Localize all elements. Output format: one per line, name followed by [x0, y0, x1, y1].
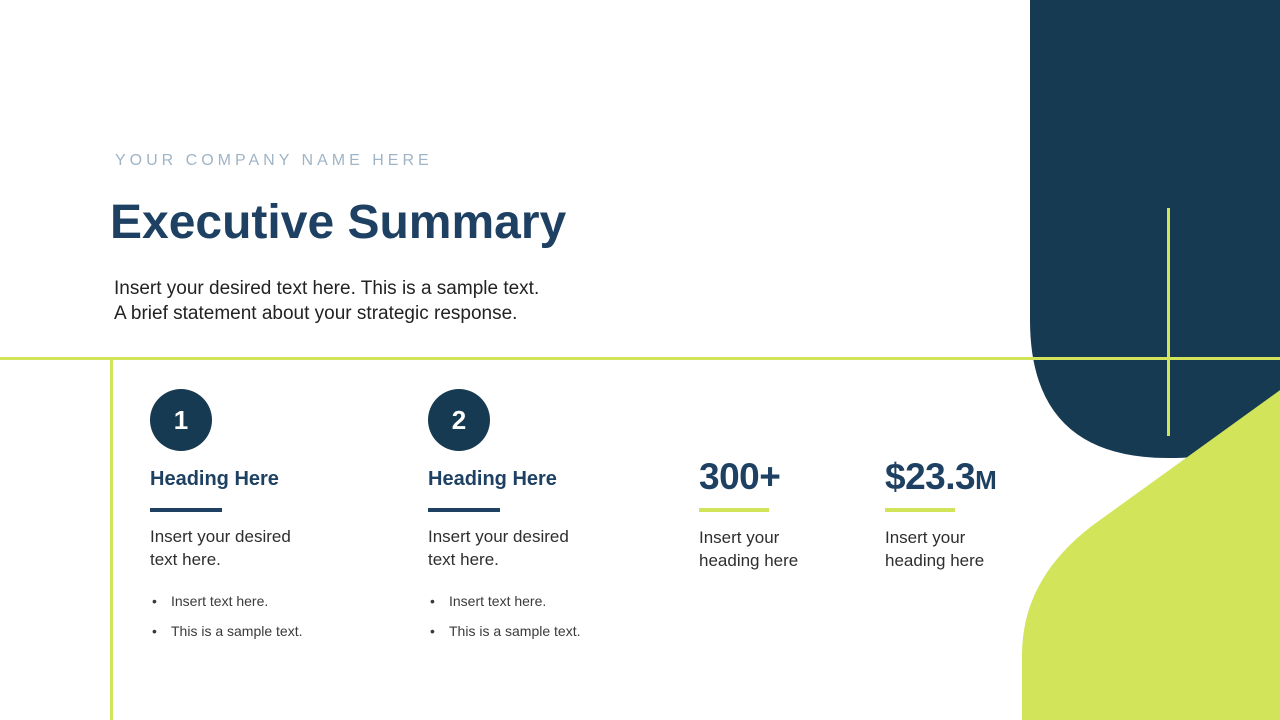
bullet-item: • This is a sample text. [428, 621, 623, 642]
stat-column-2 [885, 456, 1025, 572]
number-badge-1 [150, 389, 212, 451]
subtitle-line-1: Insert your desired text here. This is a sample text. [114, 278, 540, 299]
accent-horizontal-line [0, 357, 1280, 360]
feature-heading-2: Heading Here [428, 468, 557, 490]
stat-label-1: Insert your heading here [699, 528, 799, 570]
bullet-item: • Insert text here. [428, 591, 623, 612]
number-badge-2 [428, 389, 490, 451]
heading-underline-1 [150, 508, 222, 512]
stat-suffix: M [975, 465, 997, 495]
company-name: YOUR COMPANY NAME HERE [115, 152, 433, 169]
navy-corner-shape [1030, 0, 1280, 458]
stat-column-1 [699, 456, 839, 572]
heading-underline-2 [428, 508, 500, 512]
stat-label-2: Insert your heading here [885, 528, 985, 570]
accent-vertical-line-left [110, 357, 113, 720]
feature-description-2: Insert your desired text here. [428, 527, 569, 569]
badge-number: 2 [451, 404, 467, 435]
slide-subtitle [114, 276, 539, 326]
stat-underline-2 [885, 508, 955, 512]
badge-number: 1 [173, 404, 189, 435]
bullet-item: • Insert text here. [150, 591, 345, 612]
feature-heading-1: Heading Here [150, 468, 279, 490]
slide-title: Executive Summary [110, 196, 567, 249]
stat-underline-1 [699, 508, 769, 512]
bullet-item: • This is a sample text. [150, 621, 345, 642]
subtitle-line-2: A brief statement about your strategic response. [114, 303, 518, 324]
stat-number: $23.3 [885, 456, 976, 497]
stat-value-2 [885, 456, 1025, 501]
bullet-list-2 [428, 591, 623, 642]
accent-vertical-line-right [1167, 208, 1170, 436]
stat-value-1 [699, 456, 839, 501]
stat-number: 300+ [699, 456, 781, 497]
bullet-list-1 [150, 591, 345, 642]
feature-description-1: Insert your desired text here. [150, 527, 291, 569]
feature-column-2 [428, 389, 623, 651]
feature-column-1 [150, 389, 345, 651]
